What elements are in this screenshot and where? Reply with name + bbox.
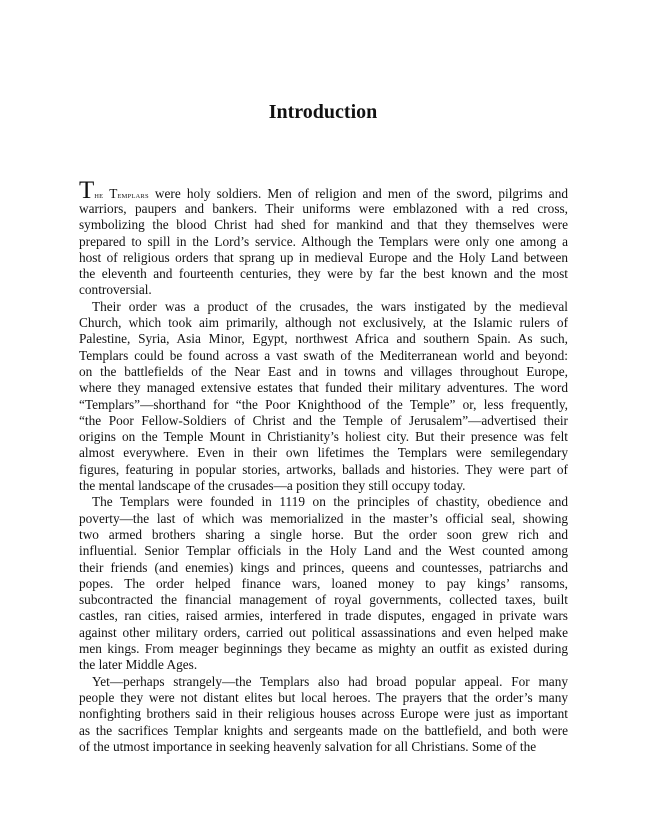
text-line: nonfighting brothers said in their religious houses across Europe were just as important (79, 706, 568, 722)
paragraph (79, 494, 568, 673)
text-line: two armed brothers sharing a single horse. But the order soon grew rich and (79, 526, 568, 542)
text-line: almost everywhere. Even in their own lifetimes the Templars were semilegendary (79, 445, 568, 461)
text-line: the eleventh and fourteenth centuries, they were by far the best known and the most (79, 266, 568, 282)
text-line: Yet—perhaps strangely—the Templars also had broad popular appeal. For many (92, 673, 568, 689)
text-line: “Templars”—shorthand for “the Poor Knighthood of the Temple” or, less frequently, (79, 396, 568, 412)
text-line: poverty—the last of which was memorialized in the master’s official seal, showing (79, 510, 568, 526)
text-line: where they managed extensive estates that funded their military adventures. The word (79, 380, 568, 396)
text-line: against other military orders, carried out political assassinations and even helped make (79, 624, 568, 640)
text-line: controversial. (79, 282, 152, 298)
text-line: popes. The order helped finance wars, loaned money to pay kings’ ransoms, (79, 575, 568, 591)
small-caps-the: HE (94, 193, 104, 200)
text-line: Their order was a product of the crusades, the wars instigated by the medieval (92, 298, 568, 314)
text-line: on the battlefields of the Near East and in towns and villages throughout Europe, (79, 363, 568, 379)
text-line: Palestine, Syria, Asia Minor, Egypt, northwest Africa and southern Spain. As such, (79, 331, 568, 347)
text-line: subcontracted the financial management of royal governments, collected taxes, built (79, 592, 568, 608)
text-line: “the Poor Fellow-Soldiers of Christ and the Temple of Jerusalem”—advertised their (79, 412, 568, 428)
small-caps-templars: EMPLARS (117, 193, 149, 200)
opening-line (79, 181, 568, 201)
text-line: Templars could be found across a vast swath of the Mediterranean world and beyond: (79, 347, 568, 363)
text-line: of the utmost importance in seeking heavenly salvation for all Christians. Some of the (79, 738, 537, 754)
paragraphs (79, 201, 568, 755)
text-line: origins on the Temple Mount in Christianity’s holiest city. But their presence was felt (79, 429, 568, 445)
opening-line-text: were holy soldiers. Men of religion and men of the sword, pilgrims and (148, 186, 568, 201)
text-line: castles, ran cities, raised armies, interfered in trade disputes, engaged in private wars (79, 608, 568, 624)
text-line: people they were not distant elites but local heroes. The prayers that the order’s many (79, 689, 568, 705)
text-line: influential. Senior Templar officials in the Holy Land and the West counted among (79, 543, 568, 559)
text-line: warriors, paupers and bankers. Their uniforms were emblazoned with a red cross, (79, 201, 568, 216)
paragraph (79, 674, 568, 755)
chapter-body (79, 181, 568, 755)
small-caps-templars-initial: T (109, 186, 118, 201)
text-line: their friends (and enemies) kings and princes, queens and countesses, patriarchs and (79, 559, 568, 575)
text-line: figures, featuring in popular stories, artworks, ballads and histories. They were part of (79, 461, 568, 477)
paragraph (79, 299, 568, 495)
text-line: as the sacrifices Templar knights and sergeants made on the battlefield, and both were (79, 722, 568, 738)
drop-cap: T (79, 181, 95, 201)
text-line: the mental landscape of the crusades—a position they still occupy today. (79, 478, 466, 494)
text-line: prepared to spill in the Lord’s service. Although the Templars were only one among a (79, 233, 568, 249)
paragraph (79, 201, 568, 299)
text-line: men kings. From meager beginnings they became as mighty an outfit as existed during (79, 641, 568, 657)
text-line: symbolizing the blood Christ had shed for mankind and that they themselves were (79, 217, 568, 233)
text-line: host of religious orders that sprang up in medieval Europe and the Holy Land between (79, 249, 568, 265)
text-line: the later Middle Ages. (79, 657, 198, 673)
text-line: Church, which took aim primarily, although not exclusively, at the Islamic rulers of (79, 315, 568, 331)
chapter-title: Introduction (268, 101, 378, 123)
text-line: The Templars were founded in 1119 on the principles of chastity, obedience and (92, 494, 568, 510)
